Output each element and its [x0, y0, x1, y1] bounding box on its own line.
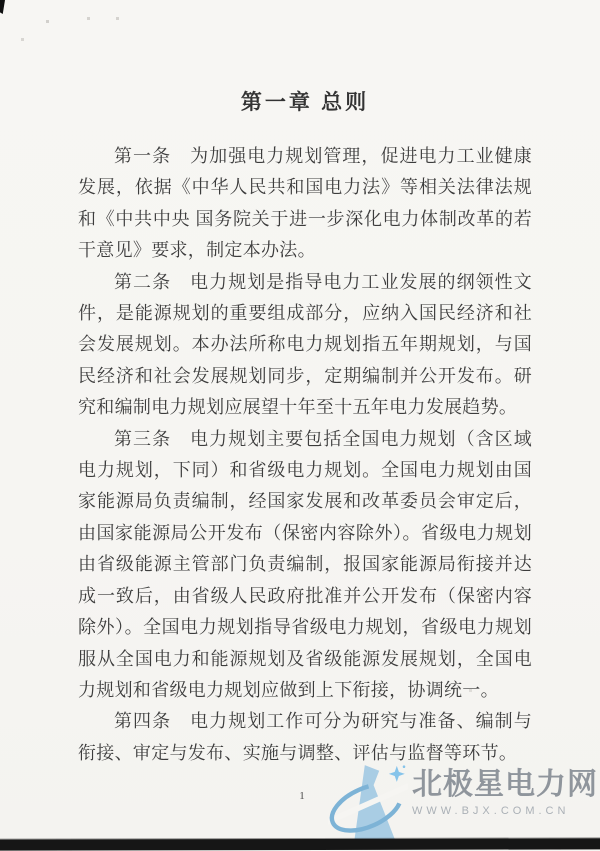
bjx-polar-star-logo-icon: [328, 757, 408, 850]
scan-dust-specks: [0, 0, 1, 1]
article-1: 第一条 为加强电力规划管理，促进电力工业健康发展，依据《中华人民共和国电力法》等相关法律法规和《中共中央 国务院关于进一步深化电力体制改革的若干意见》要求，制定本办法。: [78, 146, 532, 261]
page-number: 1: [299, 790, 305, 802]
scan-bottom-edge-band: [0, 838, 600, 850]
article-3: 第三条 电力规划主要包括全国电力规划（含区域电力规划，下同）和省级电力规划。全国电力规划由国家能源局负责编制，经国家发展和改革委员会审定后，由国家能源局公开发布（保密内容除外）。省级电力规划由省级能源主管部门负责编制，报国家能源局衔接并达成一致后，由省级人民政府批准并公开发布（保密内容除外）。全国电力规划指导省级电力规划，省级电力规划服从全国电力和能源规划及省级能源发展规划，全国电力规划和省级电力规划应做到上下衔接，协调统一。: [78, 428, 532, 700]
watermark-site-url: WWW.BJX.COM.CN: [412, 805, 570, 817]
chapter-title: 第一章 总则: [240, 90, 370, 114]
bjx-watermark: [328, 757, 598, 850]
watermark-site-name: 北极星电力网: [412, 768, 598, 801]
watermark-text-block: [412, 757, 598, 817]
article-2: 第二条 电力规划是指导电力工业发展的纲领性文件，是能源规划的重要组成部分，应纳入国民经济和社会发展规划。本办法所称电力规划指五年期规划，与国民经济和社会发展规划同步，定期编制并公开发布。研究和编制电力规划应展望十年至十五年电力发展趋势。: [78, 271, 532, 418]
scan-corner-mark: [0, 0, 5, 14]
document-body: [78, 86, 532, 769]
article-4: 第四条 电力规划工作可分为研究与准备、编制与衔接、审定与发布、实施与调整、评估与监督等环节。: [78, 711, 532, 763]
